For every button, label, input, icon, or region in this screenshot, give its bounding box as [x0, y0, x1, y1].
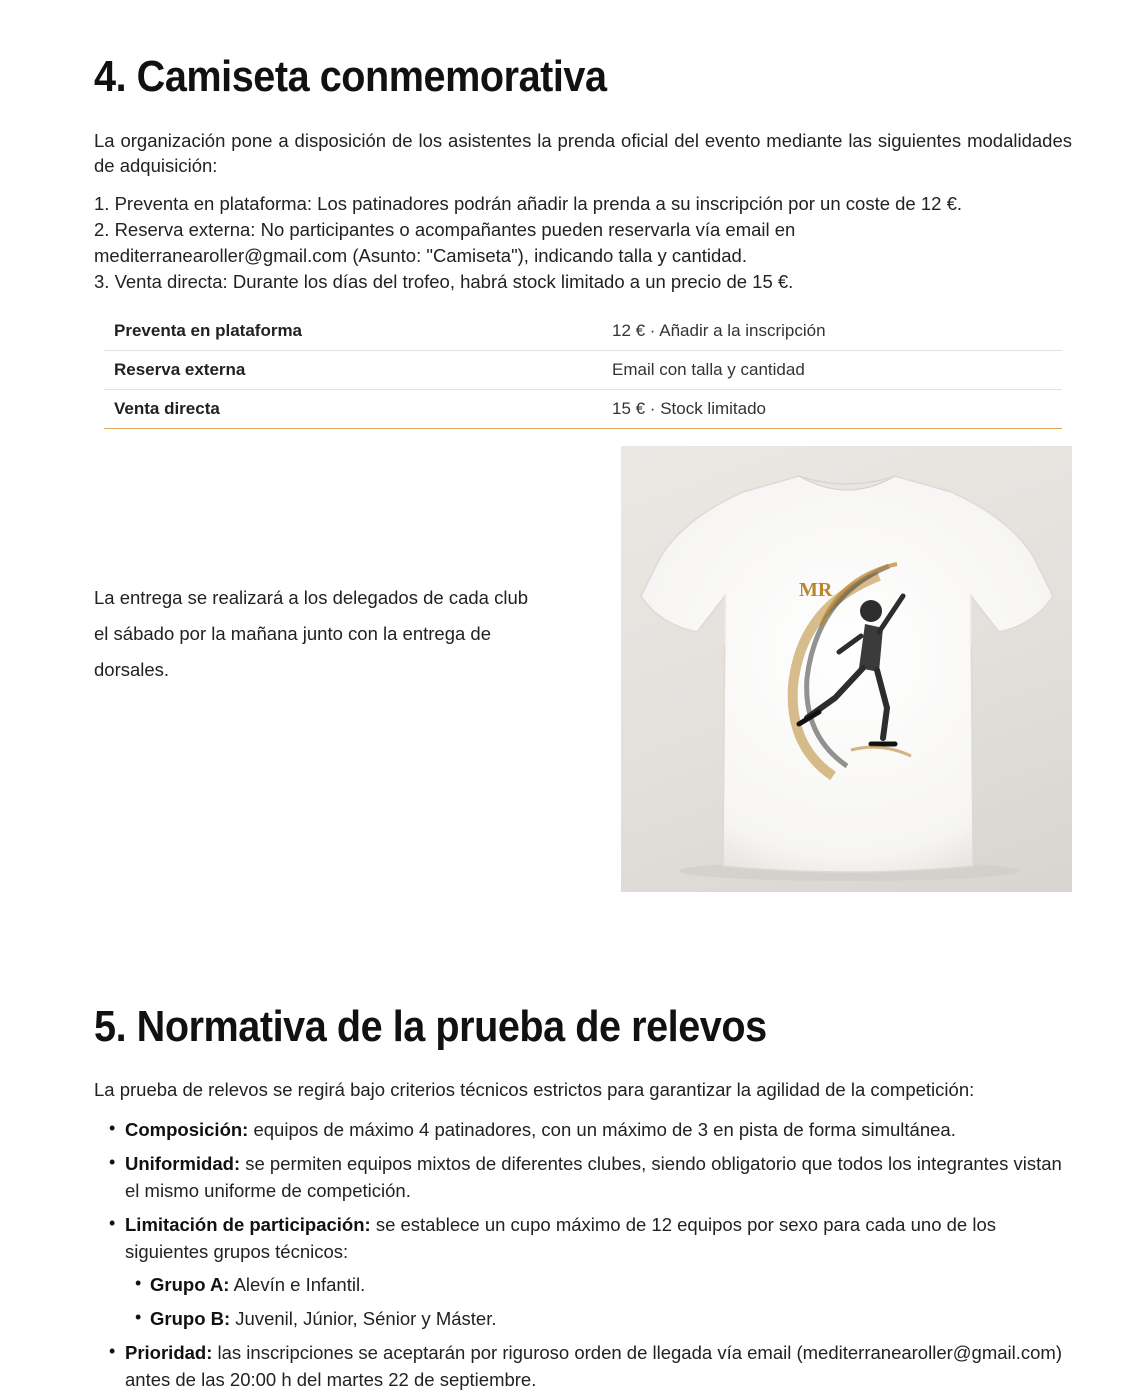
purchase-options-table: [104, 312, 1062, 429]
table-row: [104, 390, 1062, 429]
table-row: [104, 351, 1062, 390]
section-4-intro: La organización pone a disposición de los asistentes la prenda oficial del evento mediante las siguientes modalidades de adquisición:: [94, 130, 1072, 176]
rule-text: equipos de máximo 4 patinadores, con un máximo de 3 en pista de forma simultánea.: [248, 1119, 956, 1140]
rule-label: Uniformidad:: [125, 1153, 241, 1174]
purchase-options-list: [94, 191, 1074, 295]
group-text: Alevín e Infantil.: [229, 1274, 366, 1295]
group-label: Grupo B:: [150, 1308, 231, 1329]
tshirt-photo: [621, 446, 1072, 892]
option-item-preventa: 1. Preventa en plataforma: Los patinadores podrán añadir la prenda a su inscripción por un coste de 12 €.: [94, 193, 963, 214]
section-4-title: 4. Camiseta conmemorativa: [94, 52, 607, 101]
delivery-line: dorsales.: [94, 659, 170, 680]
delivery-note: [94, 580, 584, 688]
section-5-intro: La prueba de relevos se regirá bajo criterios técnicos estrictos para garantizar la agilidad de la competición:: [94, 1079, 975, 1100]
group-b-item: [125, 1305, 1072, 1332]
rule-composicion: [94, 1116, 1072, 1143]
rule-label: Prioridad:: [125, 1342, 213, 1363]
rule-text: las inscripciones se aceptarán por riguroso orden de llegada vía email (mediterranearoller@gmail.com) antes de las 20:00 h del martes 22 de septiembre.: [125, 1342, 1063, 1390]
rule-text: se permiten equipos mixtos de diferentes clubes, siendo obligatorio que todos los integrantes vistan el mismo uniforme de competición.: [125, 1153, 1062, 1201]
section-5-title: 5. Normativa de la prueba de relevos: [94, 1002, 767, 1051]
delivery-line: el sábado por la mañana junto con la entrega de: [94, 623, 492, 644]
table-cell-label: Venta directa: [104, 390, 602, 429]
table-cell-label: Reserva externa: [104, 351, 602, 390]
option-item-reserva-cont: mediterranearoller@gmail.com (Asunto: "Camiseta"), indicando talla y cantidad.: [94, 245, 747, 266]
group-label: Grupo A:: [150, 1274, 230, 1295]
groups-sublist: [125, 1271, 1072, 1332]
tshirt-illustration: [621, 446, 1072, 892]
table-cell-value: Email con talla y cantidad: [602, 351, 1062, 390]
option-item-reserva: 2. Reserva externa: No participantes o acompañantes pueden reservarla vía email en: [94, 219, 796, 240]
rule-limitacion: [94, 1211, 1072, 1332]
rule-text: se establece un cupo máximo de 12 equipos por sexo para cada uno de los siguientes grupos técnicos:: [125, 1214, 996, 1262]
table-cell-label: Preventa en plataforma: [104, 312, 602, 351]
table-row: [104, 312, 1062, 351]
table-cell-value: 15 € · Stock limitado: [602, 390, 1062, 429]
group-text: Juvenil, Júnior, Sénior y Máster.: [230, 1308, 497, 1329]
shirt-logo: MR: [799, 579, 833, 601]
delivery-line: La entrega se realizará a los delegados de cada club: [94, 587, 529, 608]
rule-label: Composición:: [125, 1119, 249, 1140]
rule-uniformidad: [94, 1150, 1072, 1204]
rule-label: Limitación de participación:: [125, 1214, 371, 1235]
option-item-venta: 3. Venta directa: Durante los días del trofeo, habrá stock limitado a un precio de 15 €.: [94, 271, 794, 292]
relay-rules-list: [94, 1116, 1072, 1400]
group-a-item: [125, 1271, 1072, 1298]
rule-prioridad: [94, 1339, 1072, 1393]
table-cell-value: 12 € · Añadir a la inscripción: [602, 312, 1062, 351]
